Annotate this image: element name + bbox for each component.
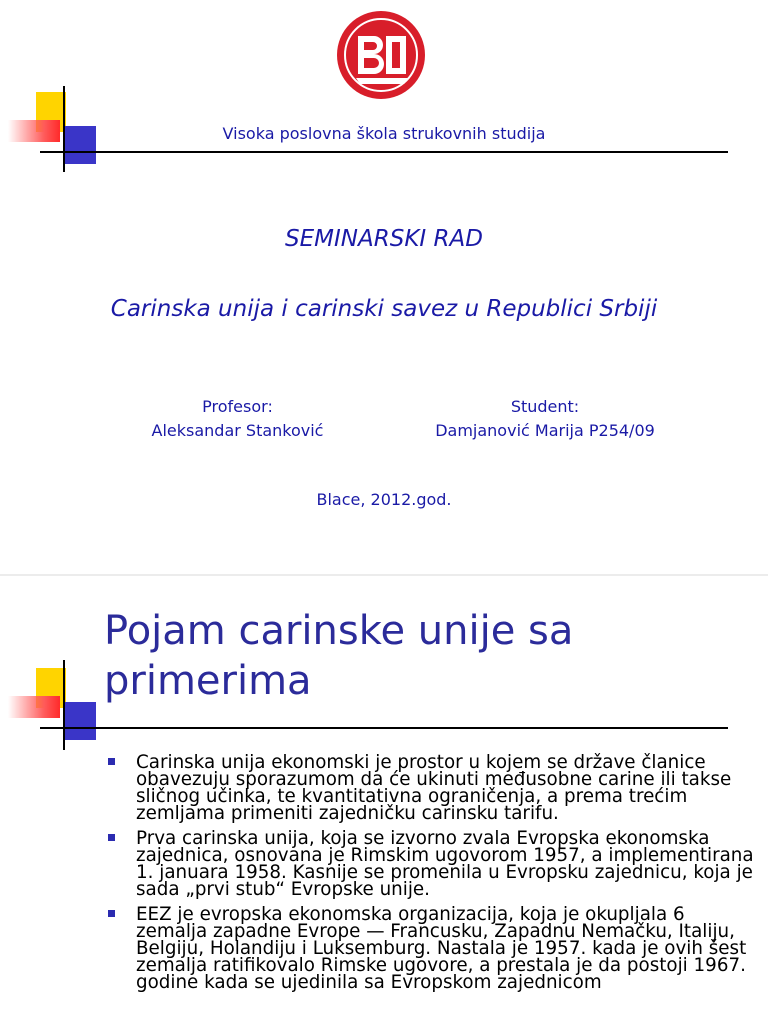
professor-label: Profesor: bbox=[202, 397, 273, 416]
blue-square bbox=[64, 702, 96, 740]
student-name: Damjanović Marija P254/09 bbox=[435, 421, 655, 440]
place-date: Blace, 2012.god. bbox=[316, 490, 452, 509]
seminar-heading: SEMINARSKI RAD bbox=[285, 226, 483, 252]
school-name: Visoka poslovna škola strukovnih studija bbox=[222, 124, 546, 143]
horizontal-rule bbox=[40, 727, 728, 729]
vertical-line bbox=[63, 660, 65, 750]
slide-title-line-1: Pojam carinske unije sa bbox=[104, 608, 574, 654]
list-item bbox=[104, 754, 756, 822]
bullet-icon bbox=[108, 910, 115, 917]
vps-logo-icon bbox=[336, 8, 426, 106]
bullet-icon bbox=[108, 834, 115, 841]
professor-name: Aleksandar Stanković bbox=[151, 421, 324, 440]
student-label: Student: bbox=[510, 397, 580, 416]
slide-title bbox=[104, 606, 744, 706]
list-item-text: Prva carinska unija, koja se izvorno zvala Evropska ekonomska zajednica, osnovana je Rimskim ugovorom 1957, a implementirana 1. januara 1958. Kasnije se promenila u Evropsku zajednicu, koja je sada „prvi stub“ Evropske unije. bbox=[136, 828, 754, 900]
bullet-icon bbox=[108, 758, 115, 765]
slide-title-line-2: primerima bbox=[104, 658, 312, 704]
seminar-subtitle: Carinska unija i carinski savez u Republici Srbiji bbox=[110, 296, 658, 322]
horizontal-rule bbox=[40, 151, 728, 153]
content-slide bbox=[0, 576, 768, 1024]
list-item-text: EEZ je evropska ekonomska organizacija, koja je okupljala 6 zemalja zapadne Evrope — Francusku, Zapadnu Nemačku, Italiju, Belgiju, Holandiju i Luksemburg. Nastala je 1957. kada je ovih šest zemalja ratifikovalo Rimske ugovore, a prestala je da postoji 1967. godine kada se ujedinila sa Evropskom zajednicom bbox=[136, 904, 747, 993]
red-bar bbox=[8, 696, 60, 718]
list-item-text: Carinska unija ekonomski je prostor u kojem se države članice obavezuju sporazumom da će ukinuti međusobne carine ili takse sličnog učinka, te kvantitativna ograničenja, a prema trećim zemljama primeniti zajedničku carinsku tarifu. bbox=[136, 752, 732, 824]
list-item bbox=[104, 906, 756, 991]
list-item bbox=[104, 830, 756, 898]
bullet-list bbox=[104, 754, 756, 999]
